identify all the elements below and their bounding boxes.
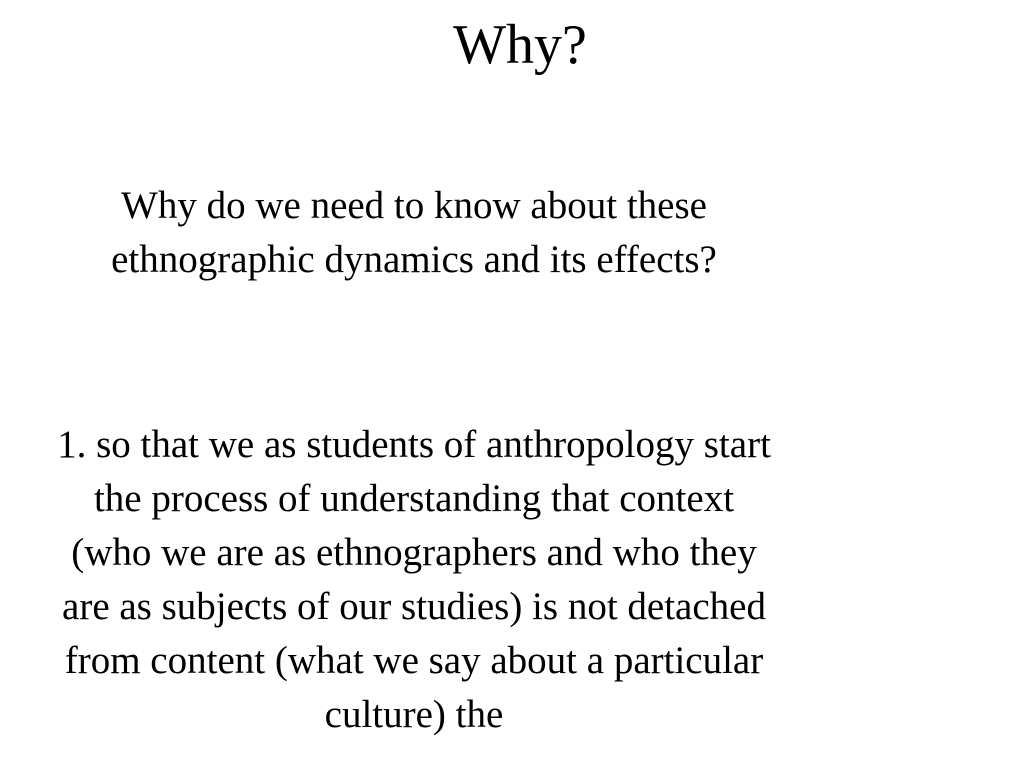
slide-title: Why? <box>453 14 587 76</box>
point-1-text: 1. so that we as students of anthropology start the process of understanding that context (who we are as ethnographers and who they are as subjects of our studies) is not detached from content (what we say about a particular culture) the <box>57 423 771 736</box>
question-text: Why do we need to know about these ethnographic dynamics and its effects? <box>111 184 717 281</box>
